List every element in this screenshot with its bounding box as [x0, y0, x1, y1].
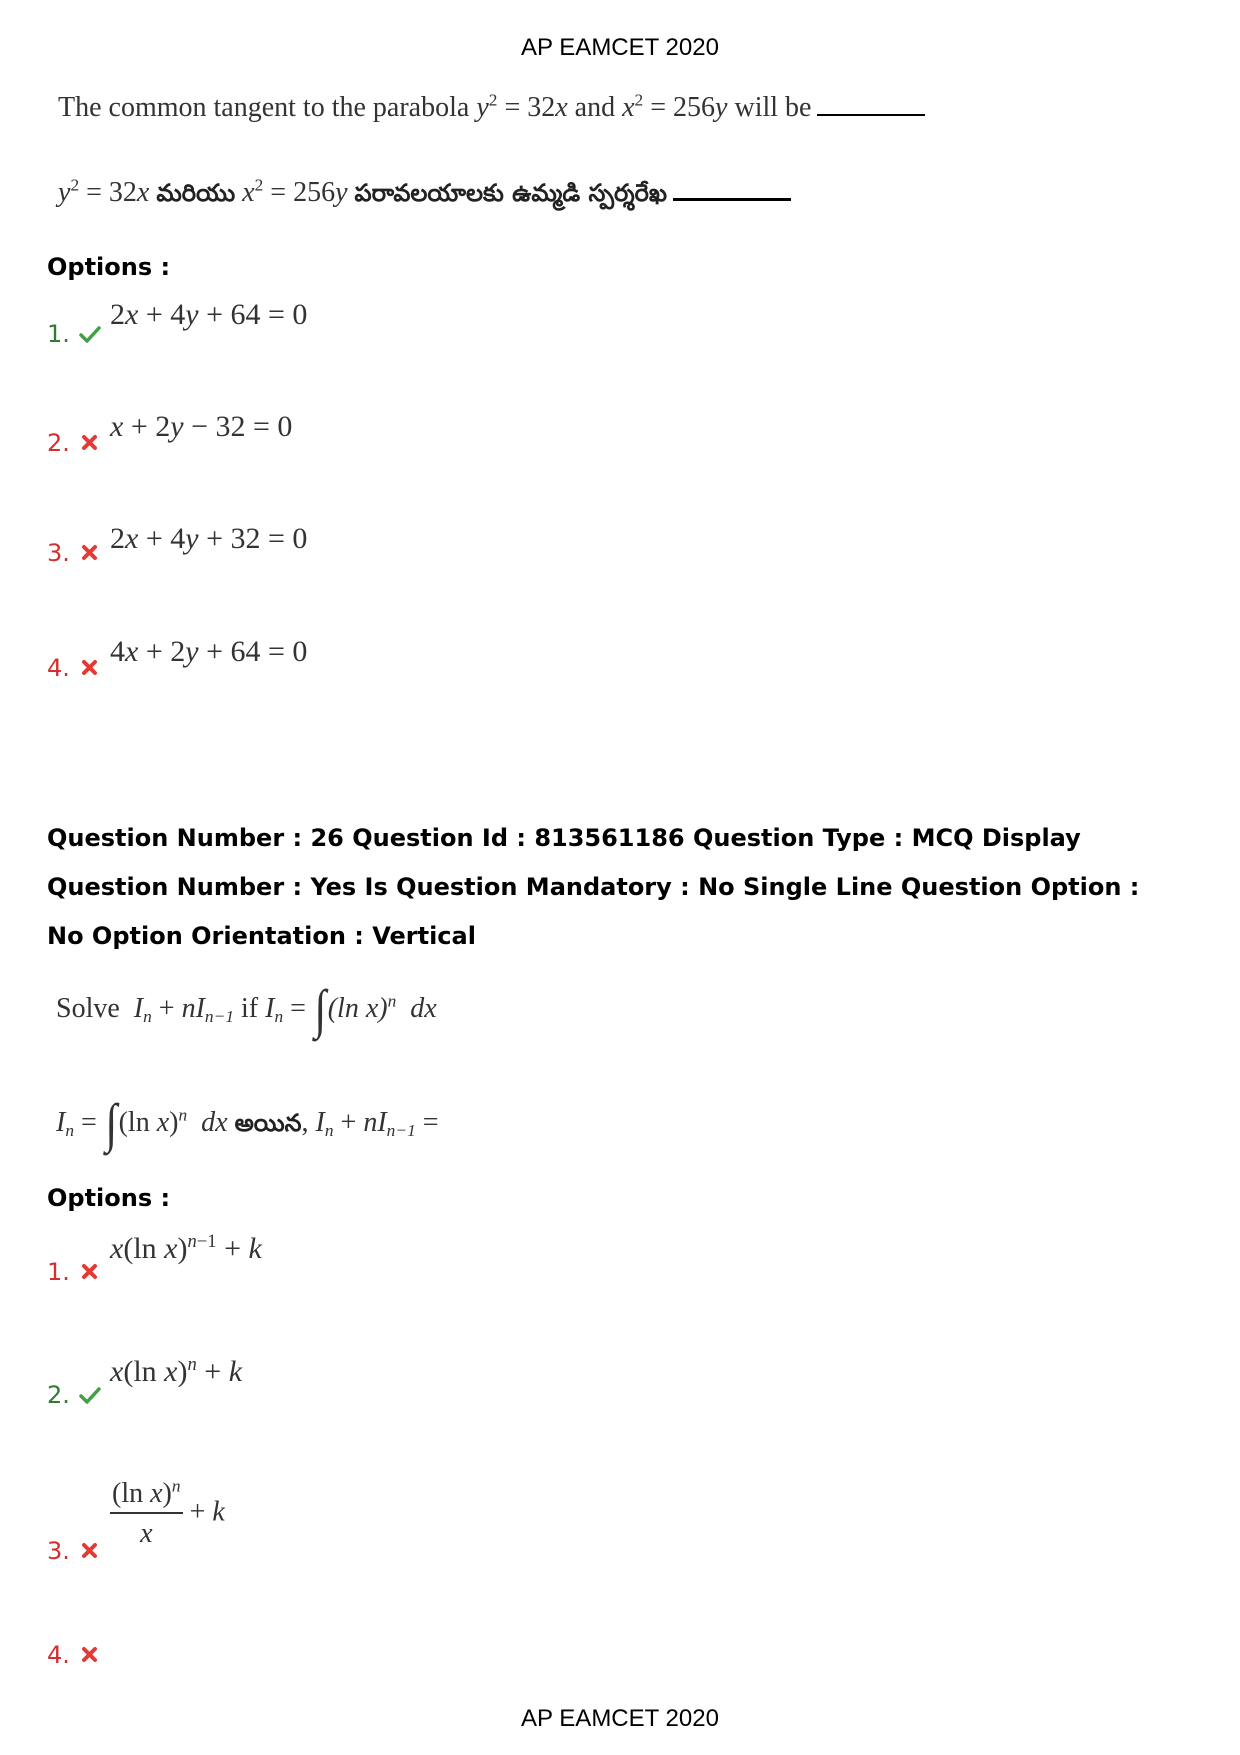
question-text-english: The common tangent to the parabola $y^2 = 32x$ and $x^2 = 256y$ will be — [58, 90, 925, 124]
cross-icon — [79, 658, 101, 678]
telugu-word: అయిన — [234, 1109, 302, 1137]
option-number: 3. — [47, 1537, 70, 1565]
question-text-telugu: $y^2 = 32x$ మరియు $x^2 = 256y$ పరావలయాలకు ఉమ్మడి స్పర్శరేఖ — [58, 174, 791, 213]
options-label: Options : — [47, 1184, 171, 1212]
option-3 — [47, 1537, 101, 1565]
page-footer: AP EAMCET 2020 — [521, 1705, 719, 1732]
cross-icon — [79, 433, 101, 453]
option-number: 4. — [47, 654, 70, 682]
cross-icon — [79, 1645, 101, 1665]
option-number: 2. — [47, 1381, 70, 1409]
option-number: 2. — [47, 429, 70, 457]
check-icon — [79, 324, 101, 344]
option-1 — [47, 320, 101, 348]
answer-blank-telugu — [673, 174, 791, 201]
option-2-expression: x(ln x)$^n$ + k — [110, 1353, 243, 1388]
telugu-connector: మరియు — [156, 179, 236, 207]
check-icon — [79, 1385, 101, 1405]
option-3-expression: $\frac{(\ln x)^n}{x}$ + k — [112, 1476, 225, 1549]
cross-icon — [79, 1541, 101, 1561]
question-text-prefix: The common tangent to the parabola — [58, 92, 470, 123]
option-number: 1. — [47, 320, 70, 348]
option-1-expression: 2x + 4y + 64 = 0 — [110, 298, 308, 331]
answer-blank — [817, 90, 925, 116]
option-number: 4. — [47, 1641, 70, 1669]
question-text-english: Solve $I_n + nI_{n-1}$ if $I_n = \int(\ln$ x)$^n$ dx — [56, 979, 437, 1039]
option-number: 1. — [47, 1258, 70, 1286]
option-3 — [47, 539, 101, 567]
option-2-expression: x + 2y − 32 = 0 — [110, 410, 293, 443]
options-label: Options : — [47, 253, 171, 281]
option-1-expression: x(ln x)$^{n-1}$ + k — [110, 1230, 262, 1265]
question-text-and: and — [574, 92, 616, 123]
solve-word: Solve — [56, 993, 120, 1024]
question-metadata: Question Number : 26 Question Id : 813561186 Question Type : MCQ Display Question Number : Yes Is Question Mandatory : No Single Line Question Option : No Option Orientation : Vertical — [47, 824, 1140, 950]
question-text-telugu: $I_n = \int(\ln$ x)$^n$ dx అయిన, $I_n + nI_{n-1}$ = — [56, 1093, 439, 1153]
page-header: AP EAMCET 2020 — [521, 34, 719, 61]
if-word: if — [241, 993, 259, 1024]
option-2 — [47, 429, 101, 457]
question-text-suffix: will be — [734, 92, 812, 123]
cross-icon — [79, 1262, 101, 1282]
option-number: 3. — [47, 539, 70, 567]
cross-icon — [79, 543, 101, 563]
option-4-expression: 4x + 2y + 64 = 0 — [110, 635, 308, 668]
option-1 — [47, 1258, 101, 1286]
option-4 — [47, 654, 101, 682]
telugu-suffix: పరావలయాలకు ఉమ్మడి స్పర్శరేఖ — [354, 179, 668, 207]
option-4 — [47, 1641, 101, 1669]
option-3-expression: 2x + 4y + 32 = 0 — [110, 522, 308, 555]
option-2 — [47, 1381, 101, 1409]
